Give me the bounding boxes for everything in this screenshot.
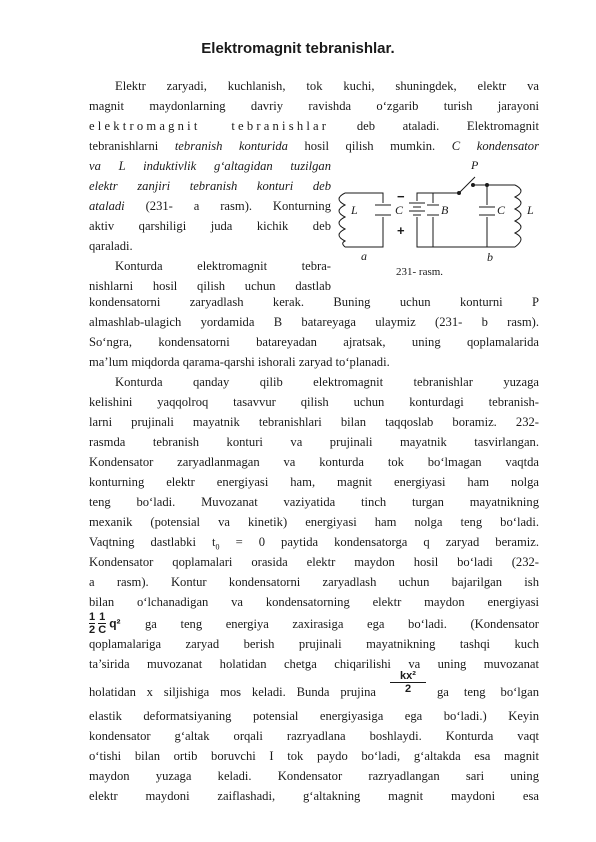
text-line: ataladi (231- a rasm). Konturning: [89, 199, 331, 213]
text-line: o‘tishi bilan ortib boruvchi I tok paydo bo‘ladi, g‘altakda esa magnit: [89, 749, 539, 763]
text-line: aktiv qarshiligi juda kichik deb: [89, 219, 331, 233]
text-line: qaraladi.: [89, 239, 133, 253]
label-L-left: L: [351, 203, 358, 217]
text-line: Elektr zaryadi, kuchlanish, tok kuchi, shuningdek, elektr va: [115, 79, 539, 93]
text-line: Konturda elektromagnit tebra-: [115, 259, 331, 273]
label-L-right: L: [527, 203, 534, 217]
text-line: kondensator g‘altak orqali razryadlana boshlaydi. Konturda vaqt: [89, 729, 539, 743]
text-line: Konturda qanday qilib elektromagnit tebranishlar yuzaga: [115, 375, 539, 389]
text-line: Vaqtning dastlabki $t_0 = 0$ paytida kondensatorga q zaryad beramiz.: [89, 535, 539, 552]
label-B: B: [441, 203, 449, 217]
text-line: elektr zanjiri tebranish konturi deb: [89, 179, 331, 193]
label-C-right: C: [497, 203, 506, 217]
text-line: mexanik (potensial va kinetik) energiyasi ham nolga teng bo‘ladi.: [89, 515, 539, 529]
label-P: P: [471, 158, 479, 172]
text-line: almashlab-ulagich yordamida B batareyaga ulaymiz (231- b rasm).: [89, 315, 539, 329]
text-line: Kondensator zaryadlanmagan va konturda tok bo‘lmagan vaqtda: [89, 455, 539, 469]
text-line: So‘ngra, kondensatorni batareyadan ajratsak, uning qoplamalarida: [89, 335, 539, 349]
formula-energy: $\frac{1}{2}$ $\frac{1}{C}$ q²: [89, 611, 121, 636]
text-line: kondensatorni zaryadlash kerak. Buning uchun konturni P: [89, 295, 539, 309]
text-line: magnit maydonlarning davriy ravishda o‘zgarib turish jarayoni: [89, 99, 539, 113]
label-b: b: [487, 250, 493, 264]
text-line: nishlarni hosil qilish uchun dastlab: [89, 279, 331, 293]
text-line: holatidan x siljishiga mos keladi. Bunda prujina: [89, 685, 376, 699]
label-a: a: [361, 249, 367, 263]
term-spaced: elektromagnit tebranishlar: [89, 119, 330, 133]
text-line: maydon yuzaga keladi. Kondensator razryadlangan sari uning: [89, 769, 539, 783]
text-line: elektr maydoni zaiflashadi, g‘altakning magnit maydoni esa: [89, 789, 539, 803]
text-line: Kondensator qoplamalari orasida elektr maydon hosil bo‘ladi (232-: [89, 555, 539, 569]
text-line: elastik deformatsiyaning potensial energiyasiga ega bo‘ladi.) Keyin: [89, 709, 539, 723]
text-line: va L induktivlik g‘altagidan tuzilgan: [89, 159, 331, 173]
text-line: tebranishlarni tebranish konturida hosil qilish mumkin. C kondensator: [89, 139, 539, 153]
plus-sign: +: [397, 223, 405, 238]
label-C-left: C: [395, 203, 404, 217]
page-title: Elektromagnit tebranishlar.: [201, 40, 395, 57]
text-line: rasmda tebranish konturi va prujinali mayatnik tasvirlangan.: [89, 435, 539, 449]
text-line: larni prujinali mayatnik tebranishlari bilan taqqoslab boramiz. 232-: [89, 415, 539, 429]
text-line: elektromagnit tebranishlar deb ataladi. Elektromagnit: [89, 119, 539, 133]
text-line: qoplamalariga zaryad berish prujinali mayatnikning tashqi kuch: [89, 637, 539, 651]
text-line: ga teng bo‘lgan: [437, 685, 539, 699]
formula-spring: $\frac{\text{kx²}}{2}$: [390, 670, 426, 695]
text-line: ga teng energiya zaxirasiga ega bo‘ladi. (Kondensator: [145, 617, 539, 631]
text-line: bilan o‘lchanadigan va kondensatorning elektr maydon energiyasi: [89, 595, 539, 609]
text-line: kelishini yaqqolroq tasavvur qilish uchun konturdagi tebranish-: [89, 395, 539, 409]
italic-phrase: tebranish konturida: [174, 139, 288, 153]
text-line: ma’lum miqdorda qarama-qarshi ishorali zaryad to‘planadi.: [89, 355, 390, 369]
text-line: ta’sirida muvozanat holatidan chetga chiqarilishi va uning muvozanat: [89, 657, 539, 671]
figure-caption: 231- rasm.: [396, 266, 444, 278]
minus-sign: −: [397, 189, 405, 204]
text-line: konturning elektr energiyasi ham, magnit energiyasi ham nolga: [89, 475, 539, 489]
text-line: a rasm). Kontur kondensatorni zaryadlash uchun bajarilgan ish: [89, 575, 539, 589]
text-line: teng bo‘ladi. Muvozanat vaziyatida tinch turgan mayatnikning: [89, 495, 539, 509]
